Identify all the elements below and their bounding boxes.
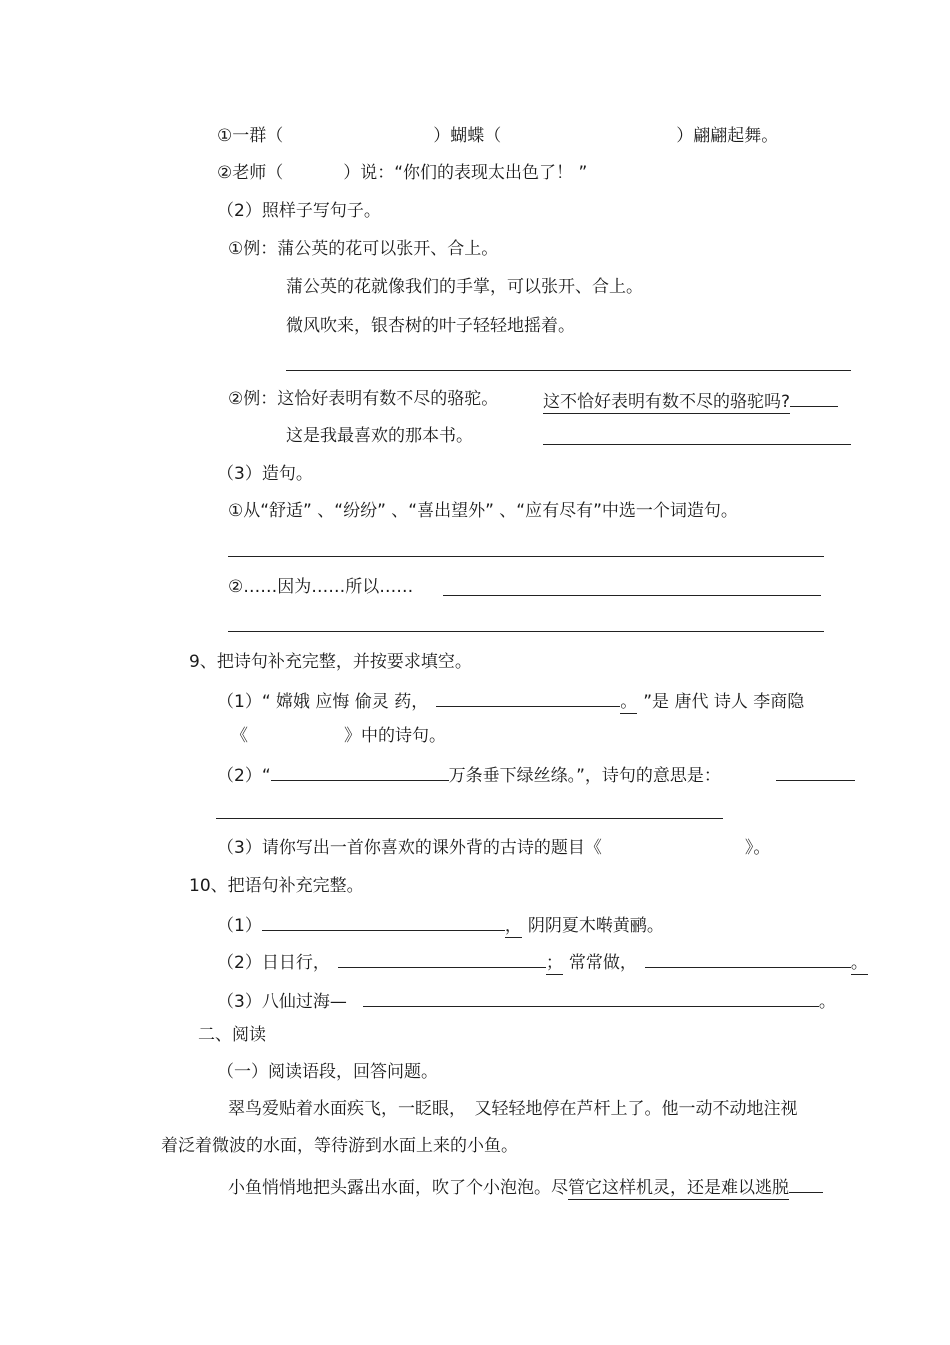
q9-title-close: 》中的诗句。 <box>344 726 446 746</box>
fill-item-1-start: ①一群（ <box>217 126 284 146</box>
q9-part-3-start: （3）请你写出一首你喜欢的课外背的古诗的题目《 <box>217 838 602 858</box>
reading-paragraph-2-underlined: 管它这样机灵，还是难以逃脱 <box>568 1178 789 1198</box>
blank-4[interactable] <box>436 688 620 707</box>
q9-part-1-mark: 。 <box>620 692 638 712</box>
q2-example-2: ②例：这恰好表明有数不尽的骆驼。 <box>228 389 499 409</box>
answer-line-4[interactable] <box>228 556 824 557</box>
q10-part-3-start: （3）八仙过海— <box>217 992 347 1012</box>
fill-item-2 <box>217 162 587 184</box>
q2-example-1: ①例：蒲公英的花可以张开、合上。 <box>228 239 499 259</box>
q3-heading: （3）造句。 <box>217 464 313 484</box>
blank-8[interactable] <box>262 912 505 931</box>
q10-part-3 <box>217 988 836 1013</box>
q3-item-2: ②……因为……所以…… <box>228 577 414 597</box>
q2-task-1: 微风吹来，银杏树的叶子轻轻地摇着。 <box>286 316 575 336</box>
q9-part-1-line-2 <box>231 725 446 747</box>
answer-line-8[interactable] <box>216 818 723 819</box>
q2-example-2-answer-text: 这不恰好表明有数不尽的骆驼吗? <box>543 392 791 412</box>
blank-11[interactable] <box>363 988 819 1007</box>
reading-paragraph-2-text: 小鱼悄悄地把头露出水面，吹了个小泡泡。尽 <box>228 1178 568 1198</box>
q9-part-2-end: 万条垂下绿丝绦。”，诗句的意思是： <box>448 766 721 786</box>
q2-example-1-answer: 蒲公英的花就像我们的手掌，可以张开、合上。 <box>286 277 643 297</box>
q9-heading: 9、把诗句补充完整，并按要求填空。 <box>189 652 472 672</box>
q10-part-2-mark-2: 。 <box>850 953 868 973</box>
q2-heading: （2）照样子写句子。 <box>217 201 381 221</box>
q9-part-3 <box>217 837 770 859</box>
answer-line-6[interactable] <box>228 631 824 632</box>
q9-part-3-end: 》。 <box>744 838 771 858</box>
q10-part-1-start: （1） <box>217 916 262 936</box>
answer-line-2-tail <box>790 388 838 407</box>
reading-subsection-title: （一）阅读语段，回答问题。 <box>217 1062 438 1082</box>
fill-item-2-start: ②老师（ <box>217 163 284 183</box>
q9-title-open: 《 <box>231 726 248 746</box>
q9-part-1 <box>217 688 804 713</box>
q2-example-2-answer <box>543 388 838 413</box>
q10-part-2-mark-1: ； <box>545 953 563 973</box>
q3-item-1: ①从“舒适” 、“纷纷” 、“喜出望外” 、“应有尽有”中选一个词造句。 <box>228 501 738 521</box>
q10-part-3-end: 。 <box>818 992 836 1012</box>
q10-part-2-middle: 常常做， <box>568 953 637 973</box>
q10-part-2-start: （2）日日行， <box>217 953 330 973</box>
q10-part-1-end: 阴阴夏木啭黄鹂。 <box>527 916 664 936</box>
q9-part-2-start: （2）“ <box>217 766 271 786</box>
q2-task-2: 这是我最喜欢的那本书。 <box>286 426 473 446</box>
fill-item-1-end: ）翩翩起舞。 <box>676 126 779 146</box>
q9-part-1-start: （1）“ 嫦娥 应悔 偷灵 药， <box>217 692 429 712</box>
q10-heading: 10、把语句补充完整。 <box>189 876 364 896</box>
blank-10[interactable] <box>645 949 851 968</box>
reading-underline-tail <box>789 1174 823 1193</box>
answer-line-5[interactable] <box>443 595 821 596</box>
blank-9[interactable] <box>338 949 546 968</box>
reading-paragraph-1-line-2: 着泛着微波的水面，等待游到水面上来的小鱼。 <box>161 1136 518 1156</box>
q10-part-1 <box>217 912 664 937</box>
blank-6[interactable] <box>271 762 449 781</box>
fill-item-1 <box>217 125 778 147</box>
fill-item-2-end: ）说：“你们的表现太出色了！ ” <box>343 163 588 183</box>
q10-part-2 <box>217 949 868 974</box>
fill-item-1-middle: ）蝴蝶（ <box>433 126 502 146</box>
reading-paragraph-1-line-1: 翠鸟爱贴着水面疾飞，一眨眼， 又轻轻地停在芦杆上了。他一动不动地注视 <box>228 1099 798 1119</box>
q9-part-2 <box>217 762 721 787</box>
answer-line-7[interactable] <box>776 780 855 781</box>
reading-paragraph-2 <box>228 1174 823 1199</box>
answer-line-1[interactable] <box>286 370 851 371</box>
q10-part-1-mark: ， <box>504 916 522 936</box>
section-reading-title: 二、阅读 <box>198 1025 266 1045</box>
q9-part-1-end: ”是 唐代 诗人 李商隐 <box>643 692 805 712</box>
answer-line-3[interactable] <box>543 444 851 445</box>
